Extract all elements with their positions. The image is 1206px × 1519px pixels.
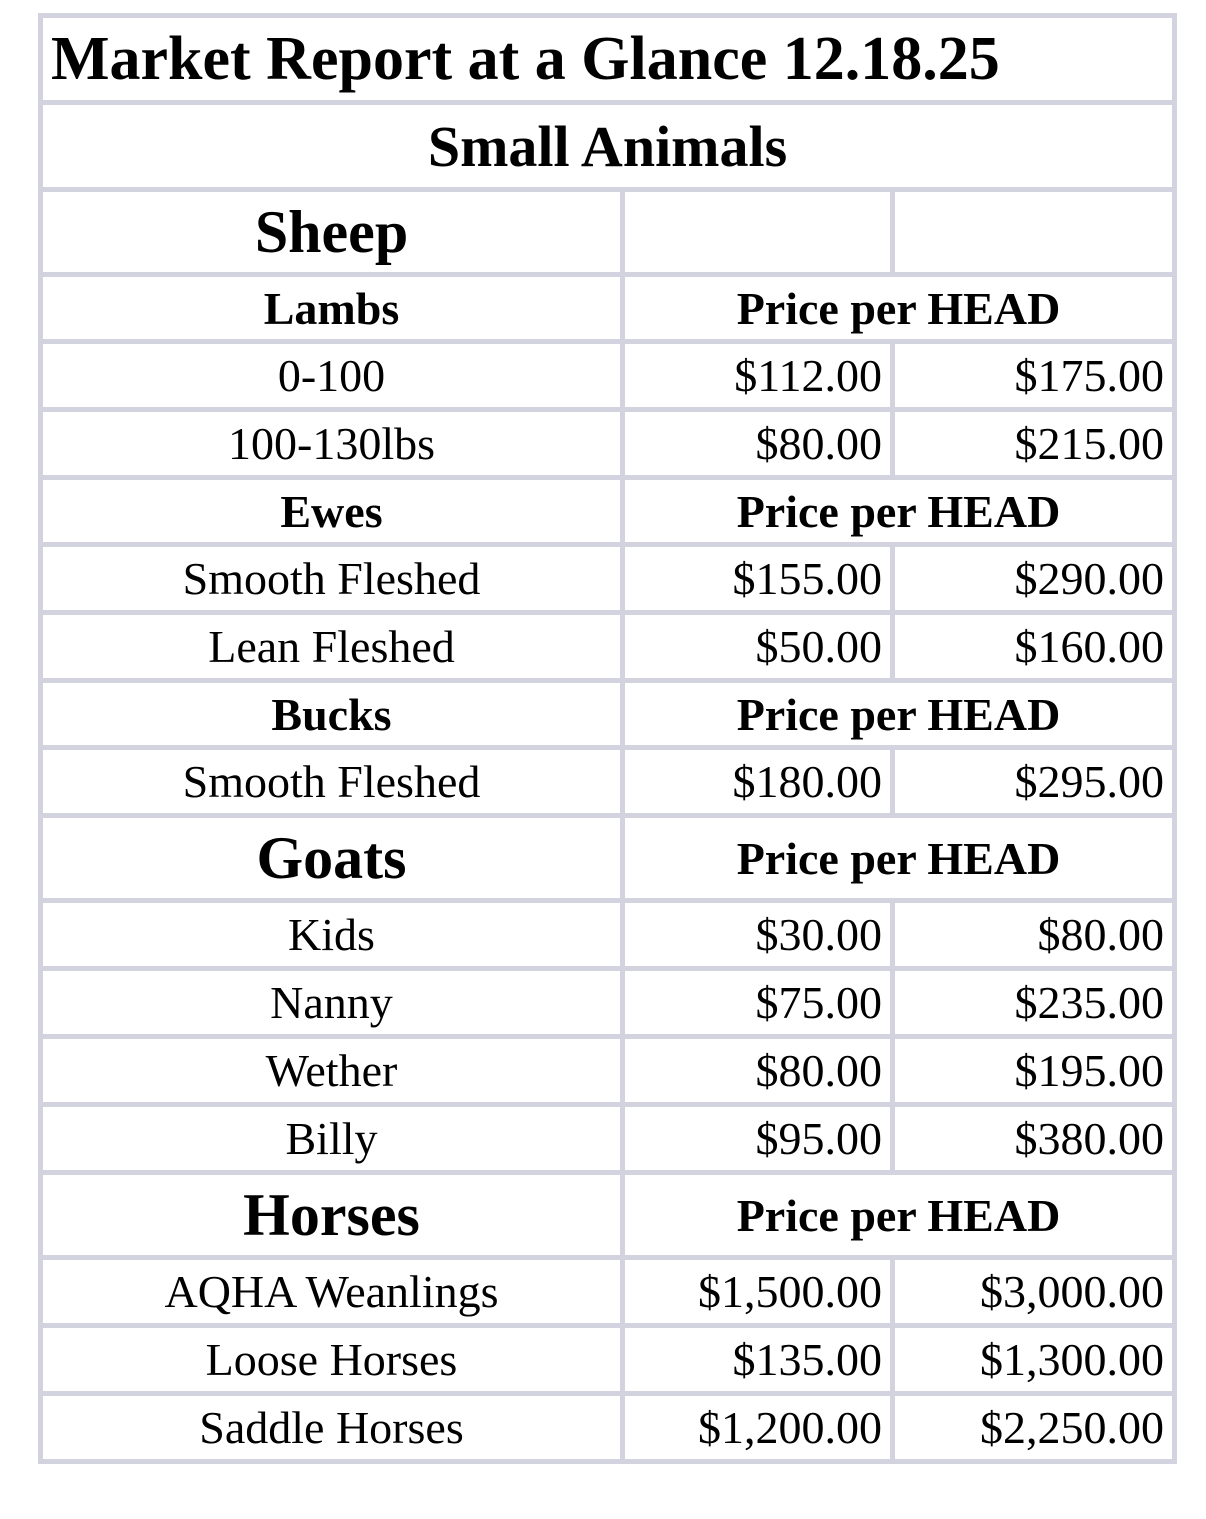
- section-heading-sheep: Sheep: [41, 190, 623, 275]
- subtitle-row: [41, 103, 1175, 190]
- low-price: $180.00: [623, 748, 893, 816]
- section-row-goats: [41, 816, 1175, 901]
- table-row: [41, 613, 1175, 681]
- high-price: $290.00: [893, 545, 1175, 613]
- high-price: $80.00: [893, 901, 1175, 969]
- low-price: $95.00: [623, 1105, 893, 1173]
- row-label: Smooth Fleshed: [41, 748, 623, 816]
- row-label: AQHA Weanlings: [41, 1258, 623, 1326]
- low-price: $80.00: [623, 410, 893, 478]
- low-price: $1,200.00: [623, 1394, 893, 1462]
- section-row-horses: [41, 1173, 1175, 1258]
- price-header: Price per HEAD: [623, 1173, 1175, 1258]
- market-report-table: [38, 13, 1177, 1464]
- low-price: $1,500.00: [623, 1258, 893, 1326]
- table-row: [41, 410, 1175, 478]
- low-price: $155.00: [623, 545, 893, 613]
- high-price: $2,250.00: [893, 1394, 1175, 1462]
- row-label: Wether: [41, 1037, 623, 1105]
- table-row: [41, 1326, 1175, 1394]
- high-price: $295.00: [893, 748, 1175, 816]
- high-price: $215.00: [893, 410, 1175, 478]
- row-label: Kids: [41, 901, 623, 969]
- high-price: $175.00: [893, 342, 1175, 410]
- high-price: $380.00: [893, 1105, 1175, 1173]
- low-price: $80.00: [623, 1037, 893, 1105]
- report-subtitle: Small Animals: [41, 103, 1175, 190]
- section-heading-goats: Goats: [41, 816, 623, 901]
- table-row: [41, 1258, 1175, 1326]
- subhead-row-ewes: [41, 478, 1175, 545]
- price-header: Price per HEAD: [623, 478, 1175, 545]
- table-row: [41, 342, 1175, 410]
- low-price: $30.00: [623, 901, 893, 969]
- low-price: $75.00: [623, 969, 893, 1037]
- empty-cell: [893, 190, 1175, 275]
- low-price: $135.00: [623, 1326, 893, 1394]
- row-label: Loose Horses: [41, 1326, 623, 1394]
- price-header: Price per HEAD: [623, 275, 1175, 342]
- high-price: $1,300.00: [893, 1326, 1175, 1394]
- low-price: $50.00: [623, 613, 893, 681]
- table-row: [41, 545, 1175, 613]
- section-heading-horses: Horses: [41, 1173, 623, 1258]
- subheading-ewes: Ewes: [41, 478, 623, 545]
- row-label: Billy: [41, 1105, 623, 1173]
- low-price: $112.00: [623, 342, 893, 410]
- empty-cell: [623, 190, 893, 275]
- high-price: $160.00: [893, 613, 1175, 681]
- row-label: Smooth Fleshed: [41, 545, 623, 613]
- section-row-sheep: [41, 190, 1175, 275]
- subheading-bucks: Bucks: [41, 681, 623, 748]
- row-label: 0-100: [41, 342, 623, 410]
- table-row: [41, 748, 1175, 816]
- table-row: [41, 901, 1175, 969]
- table-row: [41, 1394, 1175, 1462]
- table-row: [41, 1037, 1175, 1105]
- high-price: $195.00: [893, 1037, 1175, 1105]
- price-header: Price per HEAD: [623, 681, 1175, 748]
- table-row: [41, 1105, 1175, 1173]
- row-label: Saddle Horses: [41, 1394, 623, 1462]
- row-label: Lean Fleshed: [41, 613, 623, 681]
- title-row: [41, 16, 1175, 103]
- table-row: [41, 969, 1175, 1037]
- price-header: Price per HEAD: [623, 816, 1175, 901]
- row-label: 100-130lbs: [41, 410, 623, 478]
- report-title: Market Report at a Glance 12.18.25: [41, 16, 1175, 103]
- row-label: Nanny: [41, 969, 623, 1037]
- high-price: $3,000.00: [893, 1258, 1175, 1326]
- subheading-lambs: Lambs: [41, 275, 623, 342]
- subhead-row-lambs: [41, 275, 1175, 342]
- subhead-row-bucks: [41, 681, 1175, 748]
- high-price: $235.00: [893, 969, 1175, 1037]
